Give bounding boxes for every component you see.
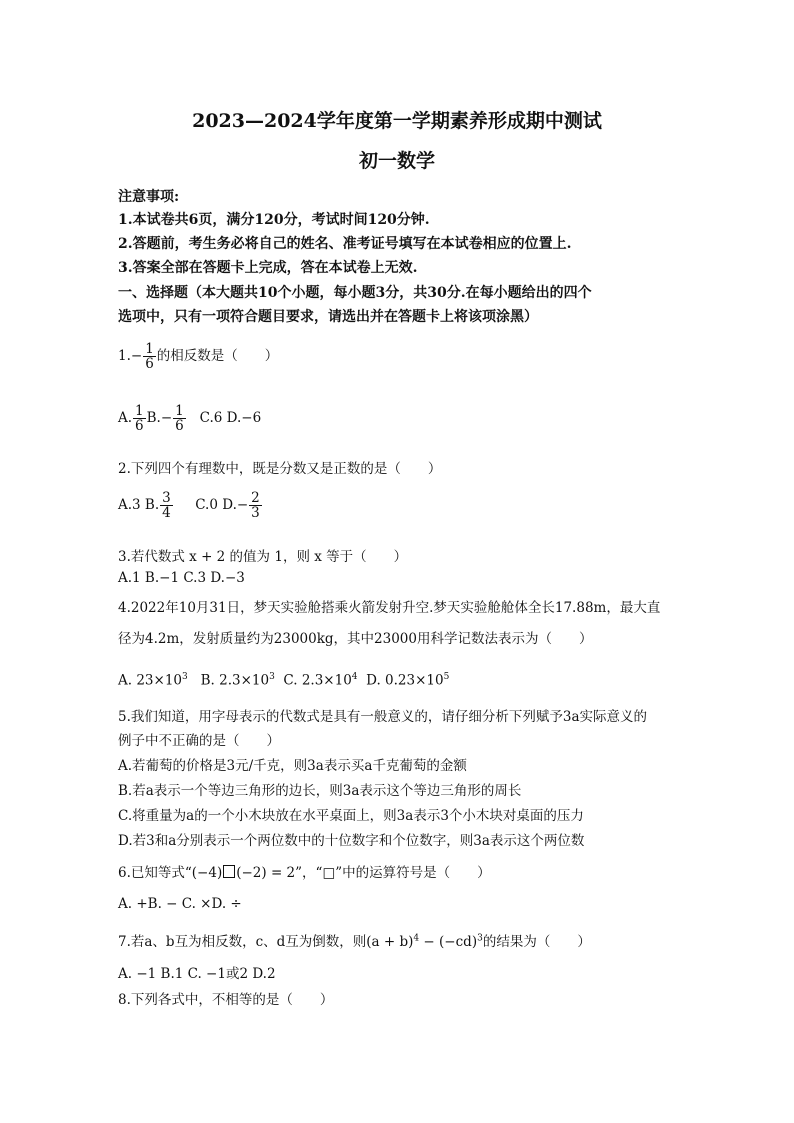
question-7-options: A. −1 B.1 C. −1或2 D.2	[118, 966, 276, 982]
note-item-3: 3.答案全部在答题卡上完成，答在本试卷上无效.	[118, 260, 418, 276]
q1-prefix: 1.−	[118, 348, 143, 365]
question-2-options: A.3 B. $\frac{3}{4}$ C.0 D.− $\frac{2}{3}$	[118, 490, 260, 522]
question-5-option-c: C.将重量为a的一个小木块放在水平桌面上，则3a表示3个小木块对桌面的压力	[118, 808, 584, 824]
question-5-line2: 例子中不正确的是（ ）	[118, 733, 280, 749]
question-5-option-d: D.若3和a分别表示一个两位数中的十位数字和个位数字，则3a表示这个两位数	[118, 833, 585, 849]
section-heading-line2: 选项中，只有一项符合题目要求，请选出并在答题卡上将该项涂黑）	[118, 309, 538, 325]
section-heading-line1: 一、选择题（本大题共10个小题，每小题3分，共30分.在每小题给出的四个	[118, 285, 592, 301]
question-1-options: A. $\frac{1}{6}$ B.− $\frac{1}{6}$ C.6 D.−6	[118, 403, 262, 435]
q1-option-b-fraction: $\frac{1}{6}$	[175, 403, 184, 435]
question-1	[118, 342, 278, 371]
question-6-options: A. +B. − C. ×D. ÷	[118, 896, 242, 912]
notes-heading: 注意事项:	[118, 189, 180, 205]
question-4-line1: 4.2022年10月31日，梦天实验舱搭乘火箭发射升空.梦天实验舱舱体全长17.88m，最大直	[118, 600, 661, 616]
question-5-line1: 5.我们知道，用字母表示的代数式是具有一般意义的，请仔细分析下列赋予3a实际意义的	[118, 709, 648, 725]
note-item-2: 2.答题前，考生务必将自己的姓名、准考证号填写在本试卷相应的位置上.	[118, 236, 572, 252]
question-8: 8.下列各式中，不相等的是（ ）	[118, 992, 334, 1008]
question-4-options: A. $23\times 10^3$ B. $2.3\times 10^3$ C. $2.3\times 10^4$ D. $0.23\times 10^5$	[118, 672, 450, 689]
q1-option-a-fraction: $\frac{1}{6}$	[135, 403, 144, 435]
q2-option-b-fraction: $\frac{3}{4}$	[162, 490, 171, 522]
question-6: 6.已知等式“(−4) (−2) = 2”，“□”中的运算符号是（ ）	[118, 865, 491, 881]
question-3: 3.若代数式 x + 2 的值为 1，则 x 等于（ ）	[118, 549, 408, 565]
exam-subtitle: 初一数学	[358, 150, 435, 172]
q1-fraction: $\frac{1}{6}$	[145, 341, 154, 373]
q1-suffix: 的相反数是（ ）	[156, 348, 279, 365]
note-item-1: 1.本试卷共6页，满分120分，考试时间120分钟.	[118, 212, 430, 228]
question-7: 7.若a、b互为相反数，c、d互为倒数，则$(a + b)^4 - (-cd)^3$的结果为（ ）	[118, 933, 591, 950]
question-3-options: A.1 B.−1 C.3 D.−3	[118, 570, 245, 586]
exam-title: 2023—2024学年度第一学期素养形成期中测试	[192, 110, 602, 132]
question-5-option-b: B.若a表示一个等边三角形的边长，则3a表示这个等边三角形的周长	[118, 783, 522, 799]
blank-box-icon	[223, 865, 235, 878]
q2-option-d-fraction: $\frac{2}{3}$	[251, 490, 260, 522]
question-4-line2: 径为4.2m，发射质量约为23000kg，其中23000用科学记数法表示为（ ）	[118, 631, 593, 647]
question-5-option-a: A.若葡萄的价格是3元/千克，则3a表示买a千克葡萄的金额	[118, 758, 467, 774]
question-2: 2.下列四个有理数中，既是分数又是正数的是（ ）	[118, 461, 442, 477]
